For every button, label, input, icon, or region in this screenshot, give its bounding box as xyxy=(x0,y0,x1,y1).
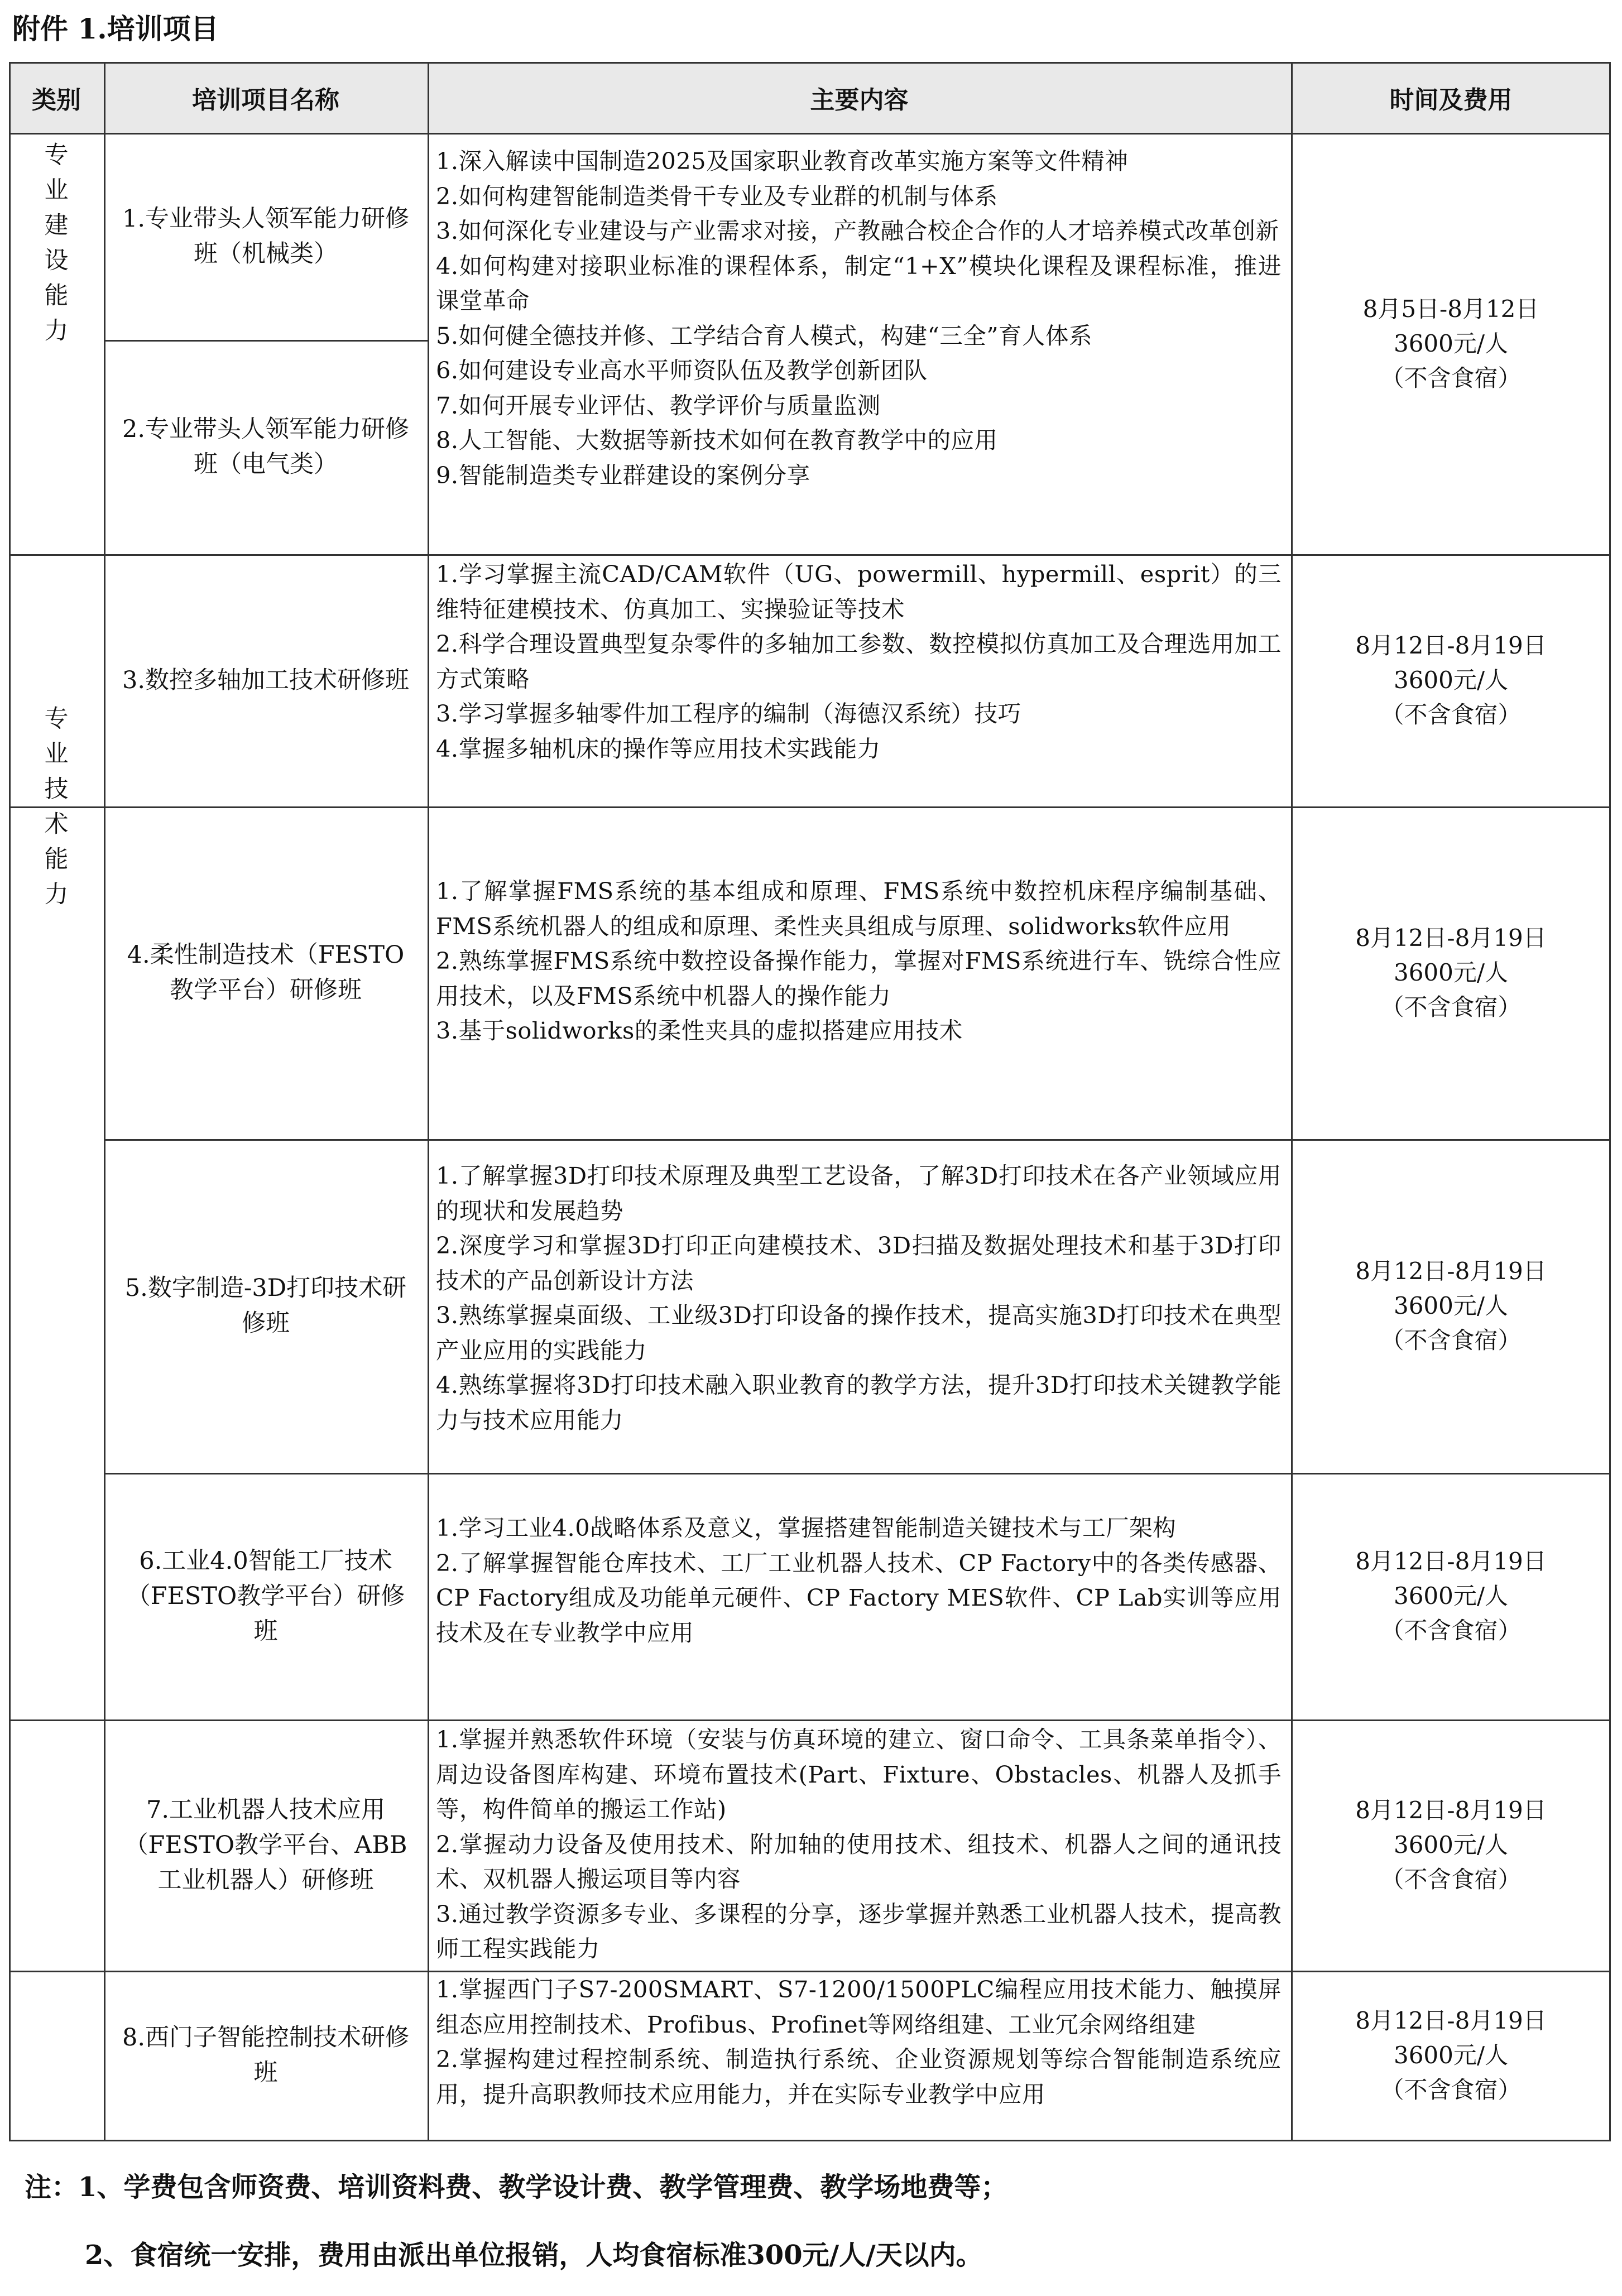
category-technical xyxy=(9,705,104,909)
content-line: 9.智能制造类专业群建设的案例分享 xyxy=(436,461,810,489)
table-border-bottom xyxy=(9,2140,1611,2141)
content-line: 5.如何健全德技并修、工学结合育人模式，构建“三全”育人体系 xyxy=(436,321,1093,349)
content-cell xyxy=(436,557,1282,766)
content-line: 2.掌握构建过程控制系统、制造执行系统、企业资源规划等综合智能制造系统应用，提升高职教师技术应用能力，并在实际专业教学中应用 xyxy=(436,2045,1282,2108)
fee-price: 3600元/人 xyxy=(1393,2041,1509,2069)
table-border-left xyxy=(9,62,11,2141)
content-line: 4.如何构建对接职业标准的课程体系，制定“1+X”模块化课程及课程标准，推进课堂革命 xyxy=(436,252,1282,314)
content-line: 2.了解掌握智能仓库技术、工厂工业机器人技术、CP Factory中的各类传感器、CP Factory组成及功能单元硬件、CP Factory MES软件、CP Lab实训等应用技术及在专业教学中应用 xyxy=(436,1549,1282,1646)
content-line: 3.熟练掌握桌面级、工业级3D打印设备的操作技术，提高实施3D打印技术在典型产业应用的实践能力 xyxy=(436,1301,1282,1364)
project-name-cell xyxy=(104,1473,428,1719)
project-name-cell xyxy=(104,1719,428,1971)
content-line: 7.如何开展专业评估、教学评价与质量监测 xyxy=(436,391,881,419)
content-cell xyxy=(436,1722,1282,1967)
fee-cell xyxy=(1291,1139,1611,1473)
document-title: 附件 1.培训项目 xyxy=(12,12,219,45)
project-name: 3.数控多轴加工技术研修班 xyxy=(122,666,410,694)
header-time-fee: 时间及费用 xyxy=(1389,85,1513,114)
content-line: 1.掌握西门子S7-200SMART、S7-1200/1500PLC编程应用技术能力、触摸屏组态应用控制技术、Profibus、Profinet等网络组建、工业冗余网络组建 xyxy=(436,1976,1282,2038)
project-name: 6.工业4.0智能工厂技术（FESTO教学平台）研修班 xyxy=(126,1546,405,1645)
content-line: 8.人工智能、大数据等新技术如何在教育教学中的应用 xyxy=(436,426,998,454)
project-name-cell xyxy=(104,133,428,340)
content-line: 1.了解掌握3D打印技术原理及典型工艺设备，了解3D打印技术在各产业领域应用的现状和发展趋势 xyxy=(436,1162,1282,1224)
header-project-name: 培训项目名称 xyxy=(192,85,339,114)
content-line: 3.通过教学资源多专业、多课程的分享，逐步掌握并熟悉工业机器人技术，提高教师工程实践能力 xyxy=(436,1900,1282,1962)
fee-price: 3600元/人 xyxy=(1393,1582,1509,1610)
fee-cell xyxy=(1291,554,1611,806)
fee-note: （不含食宿） xyxy=(1380,1327,1522,1354)
content-line: 3.学习掌握多轴零件加工程序的编制（海德汉系统）技巧 xyxy=(436,700,1021,727)
project-name-cell xyxy=(104,554,428,806)
fee-price: 3600元/人 xyxy=(1393,1292,1509,1319)
content-line: 4.掌握多轴机床的操作等应用技术实践能力 xyxy=(436,734,881,762)
fee-date: 8月12日-8月19日 xyxy=(1355,2006,1547,2034)
content-line: 4.熟练掌握将3D打印技术融入职业教育的教学方法，提升3D打印技术关键教学能力与技术应用能力 xyxy=(436,1371,1282,1434)
fee-cell xyxy=(1291,133,1611,554)
col-divider-name xyxy=(428,62,429,2141)
project-name: 1.专业带头人领军能力研修班（机械类） xyxy=(122,204,410,268)
fee-date: 8月12日-8月19日 xyxy=(1355,1257,1547,1285)
content-cell xyxy=(436,874,1282,1049)
content-cell xyxy=(436,1972,1282,2112)
fee-price: 3600元/人 xyxy=(1393,959,1509,986)
note-line-1: 注：1、学费包含师资费、培训资料费、教学设计费、教学管理费、教学场地费等； xyxy=(25,2172,1008,2203)
fee-date: 8月12日-8月19日 xyxy=(1355,1797,1547,1824)
fee-date: 8月12日-8月19日 xyxy=(1355,632,1547,659)
content-line: 2.熟练掌握FMS系统中数控设备操作能力，掌握对FMS系统进行车、铣综合性应用技术，以及FMS系统中机器人的操作能力 xyxy=(436,947,1282,1010)
project-name: 4.柔性制造技术（FESTO教学平台）研修班 xyxy=(127,941,405,1004)
training-table xyxy=(9,62,1611,2141)
content-line: 2.深度学习和掌握3D打印正向建模技术、3D扫描及数据处理技术和基于3D打印技术的产品创新设计方法 xyxy=(436,1232,1282,1294)
content-cell xyxy=(436,144,1282,493)
content-line: 2.掌握动力设备及使用技术、附加轴的使用技术、组技术、机器人之间的通讯技术、双机器人搬运项目等内容 xyxy=(436,1830,1282,1892)
content-line: 1.学习工业4.0战略体系及意义，掌握搭建智能制造关键技术与工厂架构 xyxy=(436,1514,1177,1541)
content-cell xyxy=(436,1159,1282,1438)
fee-price: 3600元/人 xyxy=(1393,1831,1509,1858)
project-name: 8.西门子智能控制技术研修班 xyxy=(122,2023,410,2087)
content-line: 1.学习掌握主流CAD/CAM软件（UG、powermill、hypermill、esprit）的三维特征建模技术、仿真加工、实操验证等技术 xyxy=(436,560,1282,623)
content-line: 1.掌握并熟悉软件环境（安装与仿真环境的建立、窗口命令、工具条菜单指令）、周边设备图库构建、环境布置技术(Part、Fixture、Obstacles、机器人及抓手等，构件简单的搬运工作站) xyxy=(436,1726,1282,1823)
fee-cell xyxy=(1291,1719,1611,1971)
project-name-cell xyxy=(104,340,428,554)
fee-price: 3600元/人 xyxy=(1393,329,1509,357)
fee-date: 8月12日-8月19日 xyxy=(1355,924,1547,952)
fee-date: 8月12日-8月19日 xyxy=(1355,1548,1547,1575)
content-line: 1.了解掌握FMS系统的基本组成和原理、FMS系统中数控机床程序编制基础、FMS系统机器人的组成和原理、柔性夹具组成与原理、solidworks软件应用 xyxy=(436,877,1282,940)
project-name: 2.专业带头人领军能力研修班（电气类） xyxy=(122,415,410,478)
project-name: 7.工业机器人技术应用（FESTO教学平台、ABB工业机器人）研修班 xyxy=(124,1795,407,1894)
category-construction-label: 专业建设能力 xyxy=(44,141,69,345)
fee-cell xyxy=(1291,1473,1611,1719)
fee-date: 8月5日-8月12日 xyxy=(1362,295,1539,323)
project-name-cell xyxy=(104,1971,428,2140)
category-technical-label: 专业技术能力 xyxy=(44,705,69,909)
content-line: 1.深入解读中国制造2025及国家职业教育改革实施方案等文件精神 xyxy=(436,147,1129,175)
content-line: 2.如何构建智能制造类骨干专业及专业群的机制与体系 xyxy=(436,182,998,210)
category-construction xyxy=(9,141,104,345)
content-line: 3.基于solidworks的柔性夹具的虚拟搭建应用技术 xyxy=(436,1017,963,1044)
fee-cell xyxy=(1291,1971,1611,2140)
fee-note: （不含食宿） xyxy=(1380,1866,1522,1893)
project-name-cell xyxy=(104,1139,428,1473)
fee-price: 3600元/人 xyxy=(1393,666,1509,694)
fee-note: （不含食宿） xyxy=(1380,993,1522,1021)
project-name: 5.数字制造-3D打印技术研修班 xyxy=(124,1274,407,1337)
fee-cell xyxy=(1291,806,1611,1139)
fee-note: （不含食宿） xyxy=(1380,701,1522,728)
note-line-2: 2、食宿统一安排，费用由派出单位报销，人均食宿标准300元/人/天以内。 xyxy=(85,2240,983,2271)
content-cell xyxy=(436,1511,1282,1650)
project-name-cell xyxy=(104,806,428,1139)
content-line: 2.科学合理设置典型复杂零件的多轴加工参数、数控模拟仿真加工及合理选用加工方式策略 xyxy=(436,630,1282,693)
fee-note: （不含食宿） xyxy=(1380,2076,1522,2103)
header-main-content: 主要内容 xyxy=(810,85,909,114)
content-line: 3.如何深化专业建设与产业需求对接，产教融合校企合作的人才培养模式改革创新 xyxy=(436,217,1279,244)
header-category: 类别 xyxy=(32,85,81,114)
content-line: 6.如何建设专业高水平师资队伍及教学创新团队 xyxy=(436,357,928,384)
fee-note: （不含食宿） xyxy=(1380,1617,1522,1644)
fee-note: （不含食宿） xyxy=(1380,364,1522,392)
